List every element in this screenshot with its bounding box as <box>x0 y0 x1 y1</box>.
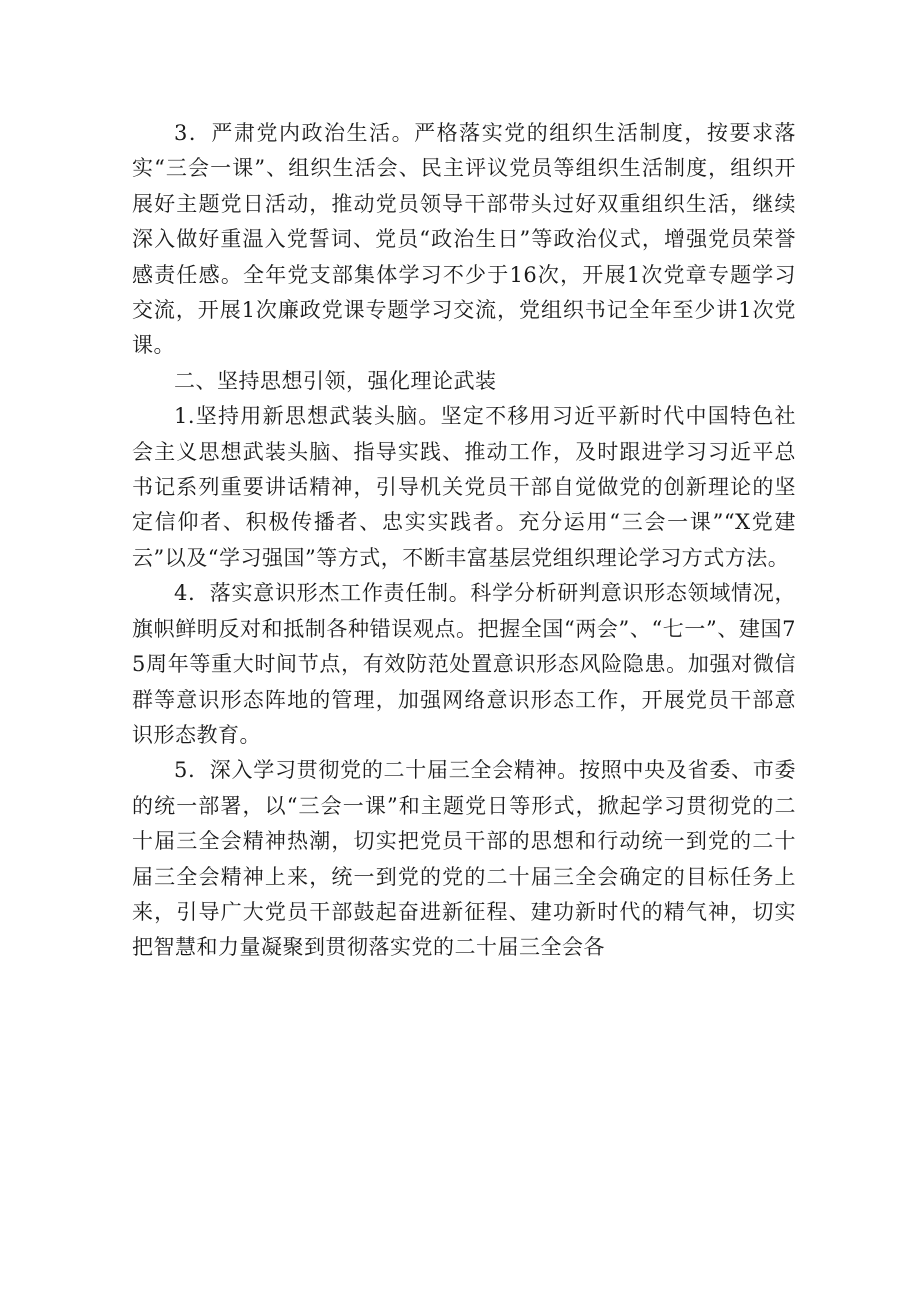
paragraph-new-thought: 1.坚持用新思想武装头脑。坚定不移用习近平新时代中国特色社会主义思想武装头脑、指导实践、推动工作，及时跟进学习习近平总书记系列重要讲话精神，引导机关党员干部自觉做党的创新理论的坚定信仰者、积极传播者、忠实实践者。充分运用“三会一课”“X党建云”以及“学习强国”等方式，不断丰富基层党组织理论学习方式方法。 <box>132 404 796 570</box>
section-heading-ideological-guidance: 二、坚持思想引领，强化理论武装 <box>174 368 497 393</box>
paragraph-party-political-life: 3．严肃党内政治生活。严格落实党的组织生活制度，按要求落实“三会一课”、组织生活会、民主评议党员等组织生活制度，组织开展好主题党日活动，推动党员领导干部带头过好双重组织生活，继续深入做好重温入党誓词、党员“政治生日”等政治仪式，增强党员荣誉感责任感。全年党支部集体学习不少于16次，开展1次党章专题学习交流，开展1次廉政党课专题学习交流，党组织书记全年至少讲1次党课。 <box>132 121 796 358</box>
document-body <box>132 116 796 966</box>
paragraph-ideology-responsibility: 4．落实意识形杰工作责任制。科学分析研判意识形态领域情况，旗帜鲜明反对和抵制各种错误观点。把握全国“两会”、“七一”、建国75周年等重大时间节点，有效防范处置意识形态风险隐患。加强对微信群等意识形态阵地的管理，加强网络意识形态工作，开展党员干部意识形态教育。 <box>132 581 796 747</box>
paragraph-plenum-spirit: 5．深入学习贯彻党的二十届三全会精神。按照中央及省委、市委的统一部署，以“三会一课”和主题党日等形式，掀起学习贯彻党的二十届三全会精神热潮，切实把党员干部的思想和行动统一到党的二十届三全会精神上来，统一到党的党的二十届三全会确定的目标任务上来，引导广大党员干部鼓起奋进新征程、建功新时代的精气神，切实把智慧和力量凝聚到贯彻落实党的二十届三全会各 <box>132 758 796 960</box>
